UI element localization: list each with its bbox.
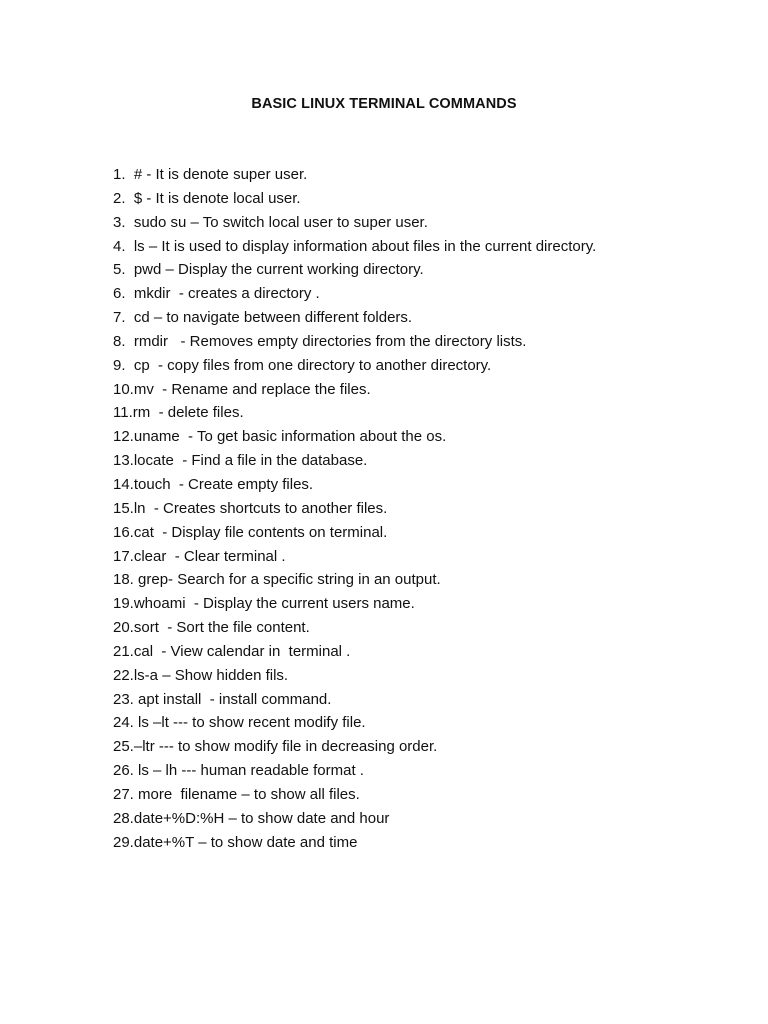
command-list-item: 9. cp - copy files from one directory to another directory.: [113, 356, 492, 374]
command-list-item: 29.date+%T – to show date and time: [113, 833, 358, 851]
command-list-item: 3. sudo su – To switch local user to super user.: [113, 213, 428, 231]
command-list-item: 15.ln - Creates shortcuts to another files.: [113, 499, 388, 517]
command-list-item: 8. rmdir - Removes empty directories from the directory lists.: [113, 332, 527, 350]
command-list-item: 19.whoami - Display the current users name.: [113, 595, 415, 613]
command-list: [113, 163, 596, 854]
command-list-item: 10.mv - Rename and replace the files.: [113, 380, 371, 398]
command-list-item: 1. # - It is denote super user.: [113, 166, 308, 183]
command-list-item: 14.touch - Create empty files.: [113, 475, 314, 493]
command-list-item: 5. pwd – Display the current working directory.: [113, 261, 424, 279]
command-list-item: 22.ls-a – Show hidden fils.: [113, 666, 289, 684]
command-list-item: 25.–ltr --- to show modify file in decreasing order.: [113, 738, 438, 756]
command-list-item: 18. grep- Search for a specific string in an output.: [113, 571, 441, 589]
command-list-item: 12.uname - To get basic information about the os.: [113, 428, 447, 446]
command-list-item: 21.cal - View calendar in terminal .: [113, 642, 351, 660]
command-list-item: 4. ls – It is used to display information about files in the current directory.: [113, 237, 597, 255]
document-title: BASIC LINUX TERMINAL COMMANDS: [251, 96, 517, 112]
command-list-item: 20.sort - Sort the file content.: [113, 619, 310, 637]
command-list-item: 23. apt install - install command.: [113, 690, 332, 708]
command-list-item: 6. mkdir - creates a directory .: [113, 285, 320, 303]
command-list-item: 27. more filename – to show all files.: [113, 785, 360, 803]
command-list-item: 24. ls –lt --- to show recent modify file.: [113, 714, 366, 732]
command-list-item: 26. ls – lh --- human readable format .: [113, 762, 364, 780]
command-list-item: 17.clear - Clear terminal .: [113, 547, 286, 565]
command-list-item: 2. $ - It is denote local user.: [113, 189, 301, 207]
command-list-item: 13.locate - Find a file in the database.: [113, 452, 368, 470]
command-list-item: 7. cd – to navigate between different folders.: [113, 309, 413, 327]
command-list-item: 11.rm - delete files.: [113, 404, 244, 422]
command-list-item: 28.date+%D:%H – to show date and hour: [113, 809, 390, 827]
command-list-item: 16.cat - Display file contents on terminal.: [113, 523, 388, 541]
